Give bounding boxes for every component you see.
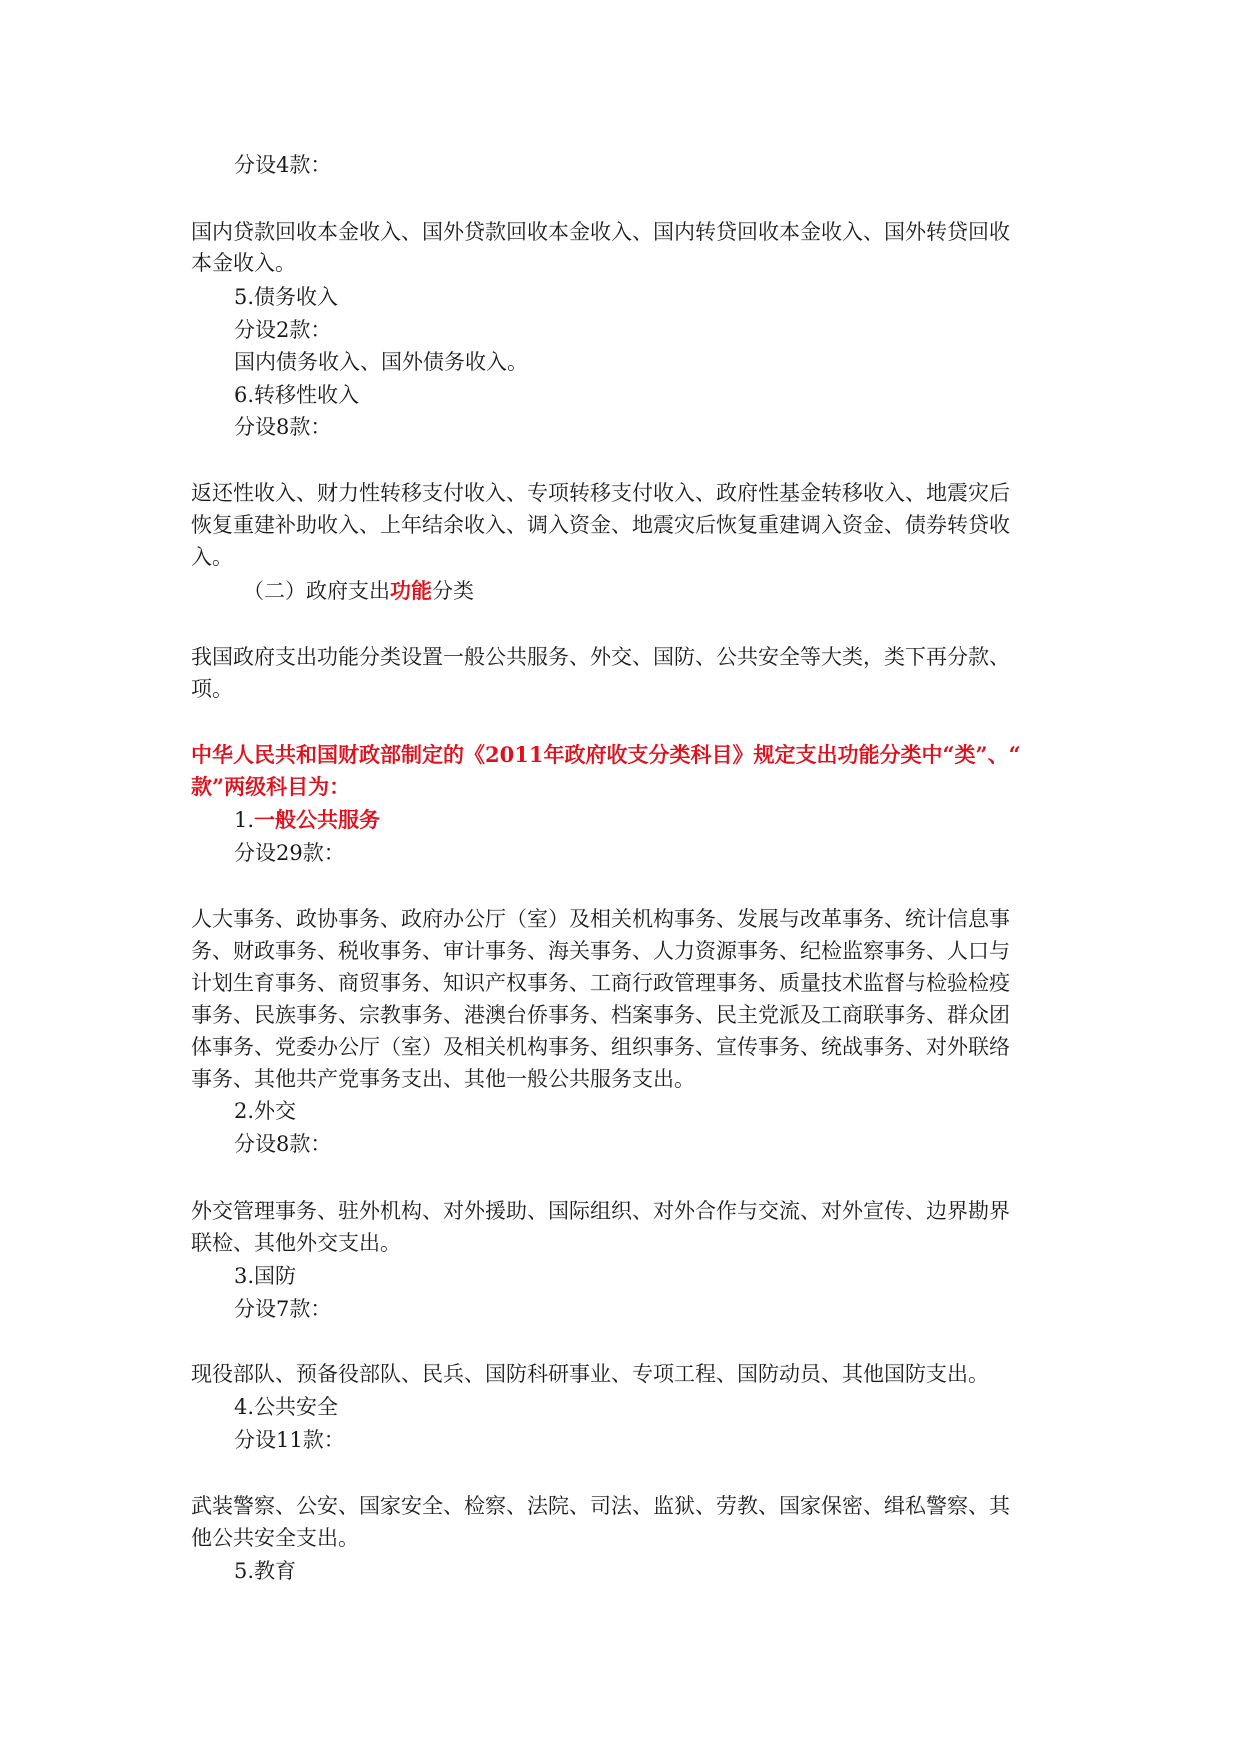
highlighted-term: 功能 [390, 578, 432, 603]
subcategory-count: 分设8款： [234, 1132, 332, 1156]
body-text: 事务、其他共产党事务支出、其他一般公共服务支出。 [191, 1067, 695, 1091]
body-text: 本金收入。 [191, 251, 296, 275]
item-heading: 3.国防 [234, 1264, 297, 1288]
body-text: 国内债务收入、国外债务收入。 [234, 350, 528, 374]
item-heading: 4.公共安全 [234, 1395, 339, 1419]
subcategory-count: 分设7款： [234, 1297, 332, 1321]
item-number: 1. [234, 808, 255, 832]
body-text: 务、财政事务、税收事务、审计事务、海关事务、人力资源事务、纪检监察事务、人口与 [191, 939, 1010, 963]
body-text: 返还性收入、财力性转移支付收入、专项转移支付收入、政府性基金转移收入、地震灾后 [191, 481, 1010, 505]
body-text: 外交管理事务、驻外机构、对外援助、国际组织、对外合作与交流、对外宣传、边界勘界 [191, 1199, 1010, 1223]
body-text: 恢复重建补助收入、上年结余收入、调入资金、地震灾后恢复重建调入资金、债券转贷收 [191, 513, 1010, 537]
body-text: 他公共安全支出。 [191, 1526, 359, 1550]
section-heading-text: （二）政府支出 [243, 579, 390, 603]
body-text: 武装警察、公安、国家安全、检察、法院、司法、监狱、劳教、国家保密、缉私警察、其 [191, 1494, 1010, 1518]
body-text: 国内贷款回收本金收入、国外贷款回收本金收入、国内转贷回收本金收入、国外转贷回收 [191, 220, 1010, 244]
subcategory-count: 分设4款： [234, 153, 332, 177]
item-heading: 5.债务收入 [234, 285, 339, 309]
subcategory-count: 分设29款： [234, 841, 345, 865]
body-text: 入。 [191, 545, 233, 569]
item-heading: 6.转移性收入 [234, 383, 360, 407]
subcategory-count: 分设11款： [234, 1428, 345, 1452]
item-heading [234, 805, 380, 835]
subcategory-count: 分设2款： [234, 318, 332, 342]
body-text: 人大事务、政协事务、政府办公厅（室）及相关机构事务、发展与改革事务、统计信息事 [191, 907, 1010, 931]
highlighted-term: 一般公共服务 [254, 807, 381, 832]
red-notice: 款”两级科目为： [191, 774, 351, 799]
body-text: 现役部队、预备役部队、民兵、国防科研事业、专项工程、国防动员、其他国防支出。 [191, 1362, 989, 1386]
item-heading: 2.外交 [234, 1099, 297, 1123]
section-heading [243, 576, 474, 606]
subcategory-count: 分设8款： [234, 415, 332, 439]
body-text: 我国政府支出功能分类设置一般公共服务、外交、国防、公共安全等大类，类下再分款、 [191, 645, 1010, 669]
body-text: 事务、民族事务、宗教事务、港澳台侨事务、档案事务、民主党派及工商联事务、群众团 [191, 1003, 1010, 1027]
body-text: 计划生育事务、商贸事务、知识产权事务、工商行政管理事务、质量技术监督与检验检疫 [191, 971, 1010, 995]
section-heading-text: 分类 [432, 579, 474, 603]
body-text: 联检、其他外交支出。 [191, 1231, 401, 1255]
body-text: 项。 [191, 677, 233, 701]
body-text: 体事务、党委办公厅（室）及相关机构事务、组织事务、宣传事务、统战事务、对外联络 [191, 1035, 1010, 1059]
red-notice: 中华人民共和国财政部制定的《2011年政府收支分类科目》规定支出功能分类中“类”、“ [191, 742, 1021, 767]
item-heading: 5.教育 [234, 1559, 297, 1583]
